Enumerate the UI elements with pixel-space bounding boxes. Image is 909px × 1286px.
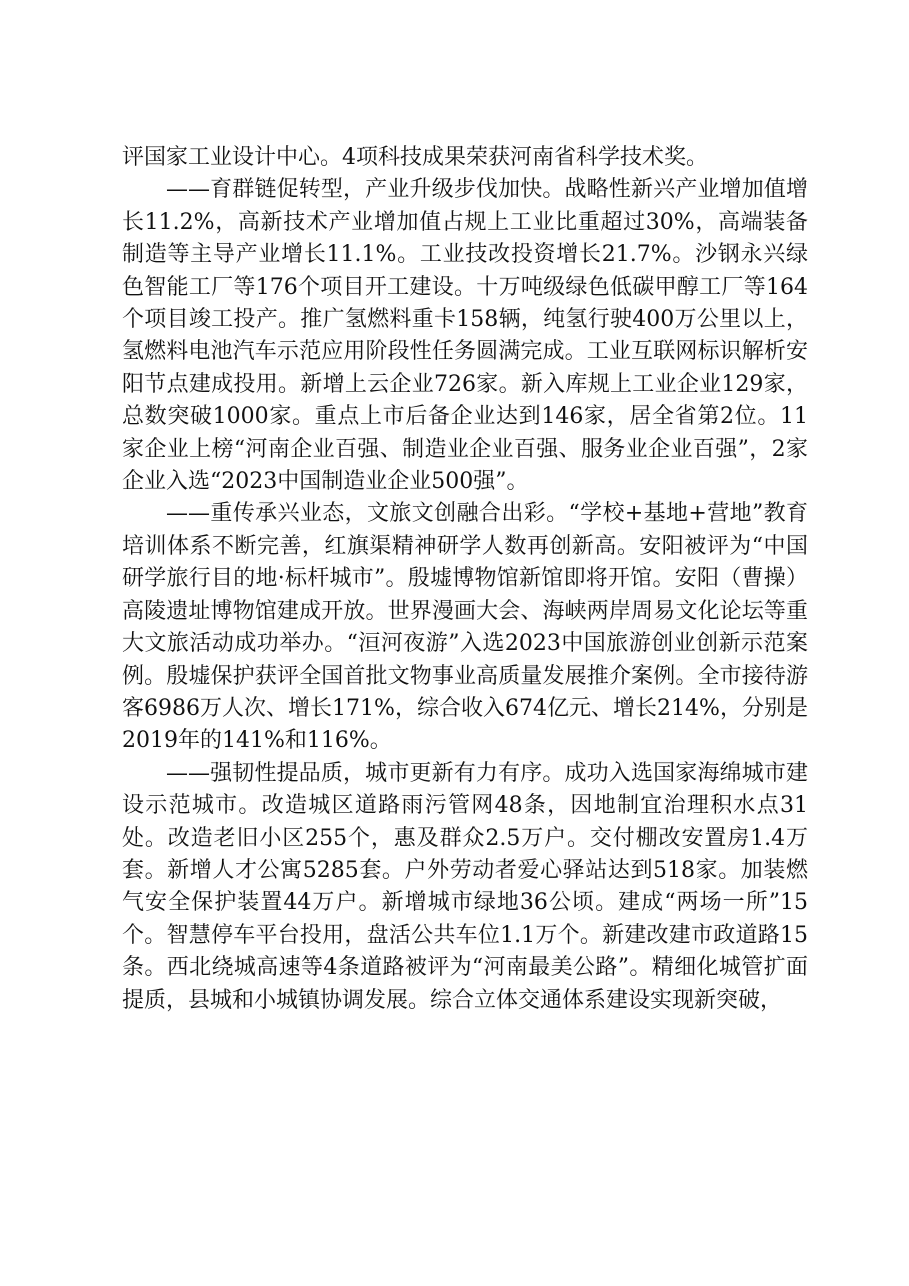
paragraph-culture-tourism: ——重传承兴业态，文旅文创融合出彩。“学校+基地+营地”教育培训体系不断完善，红旗渠精神研学人数再创新高。安阳被评为“中国研学旅行目的地·标杆城市”。殷墟博物馆新馆即将开馆。安阳（曹操）高陵遗址博物馆建成开放。世界漫画大会、海峡两岸周易文化论坛等重大文旅活动成功举办。“洹河夜游”入选2023中国旅游创业创新示范案例。殷墟保护获评全国首批文物事业高质量发展推介案例。全市接待游客6986万人次、增长171%，综合收入674亿元、增长214%，分别是2019年的141%和116%。 [122,501,808,754]
paragraph-urban-renewal: ——强韧性提品质，城市更新有力有序。成功入选国家海绵城市建设示范城市。改造城区道路雨污管网48条，因地制宜治理积水点31处。改造老旧小区255个，惠及群众2.5万户。交付棚改安置房1.4万套。新增人才公寓5285套。户外劳动者爱心驿站达到518家。加装燃气安全保护装置44万户。新增城市绿地36公顷。建成“两场一所”15个。智慧停车平台投用，盘活公共车位1.1万个。新建改建市政道路15条。西北绕城高速等4条道路被评为“河南最美公路”。精细化城管扩面提质，县城和小城镇协调发展。综合立体交通体系建设实现新突破， [122,760,808,1013]
paragraph-industry-upgrade: ——育群链促转型，产业升级步伐加快。战略性新兴产业增加值增长11.2%，高新技术产业增加值占规上工业比重超过30%，高端装备制造等主导产业增长11.1%。工业技改投资增长21.7%。沙钢永兴绿色智能工厂等176个项目开工建设。十万吨级绿色低碳甲醇工厂等164个项目竣工投产。推广氢燃料重卡158辆，纯氢行驶400万公里以上，氢燃料电池汽车示范应用阶段性任务圆满完成。工业互联网标识解析安阳节点建成投用。新增上云企业726家。新入库规上工业企业129家，总数突破1000家。重点上市后备企业达到146家，居全省第2位。11家企业上榜“河南企业百强、制造业企业百强、服务业企业百强”，2家企业入选“2023中国制造业企业500强”。 [122,177,808,495]
document-body [122,142,808,1017]
paragraph-continuation: 评国家工业设计中心。4项科技成果荣获河南省科学技术奖。 [122,145,708,170]
